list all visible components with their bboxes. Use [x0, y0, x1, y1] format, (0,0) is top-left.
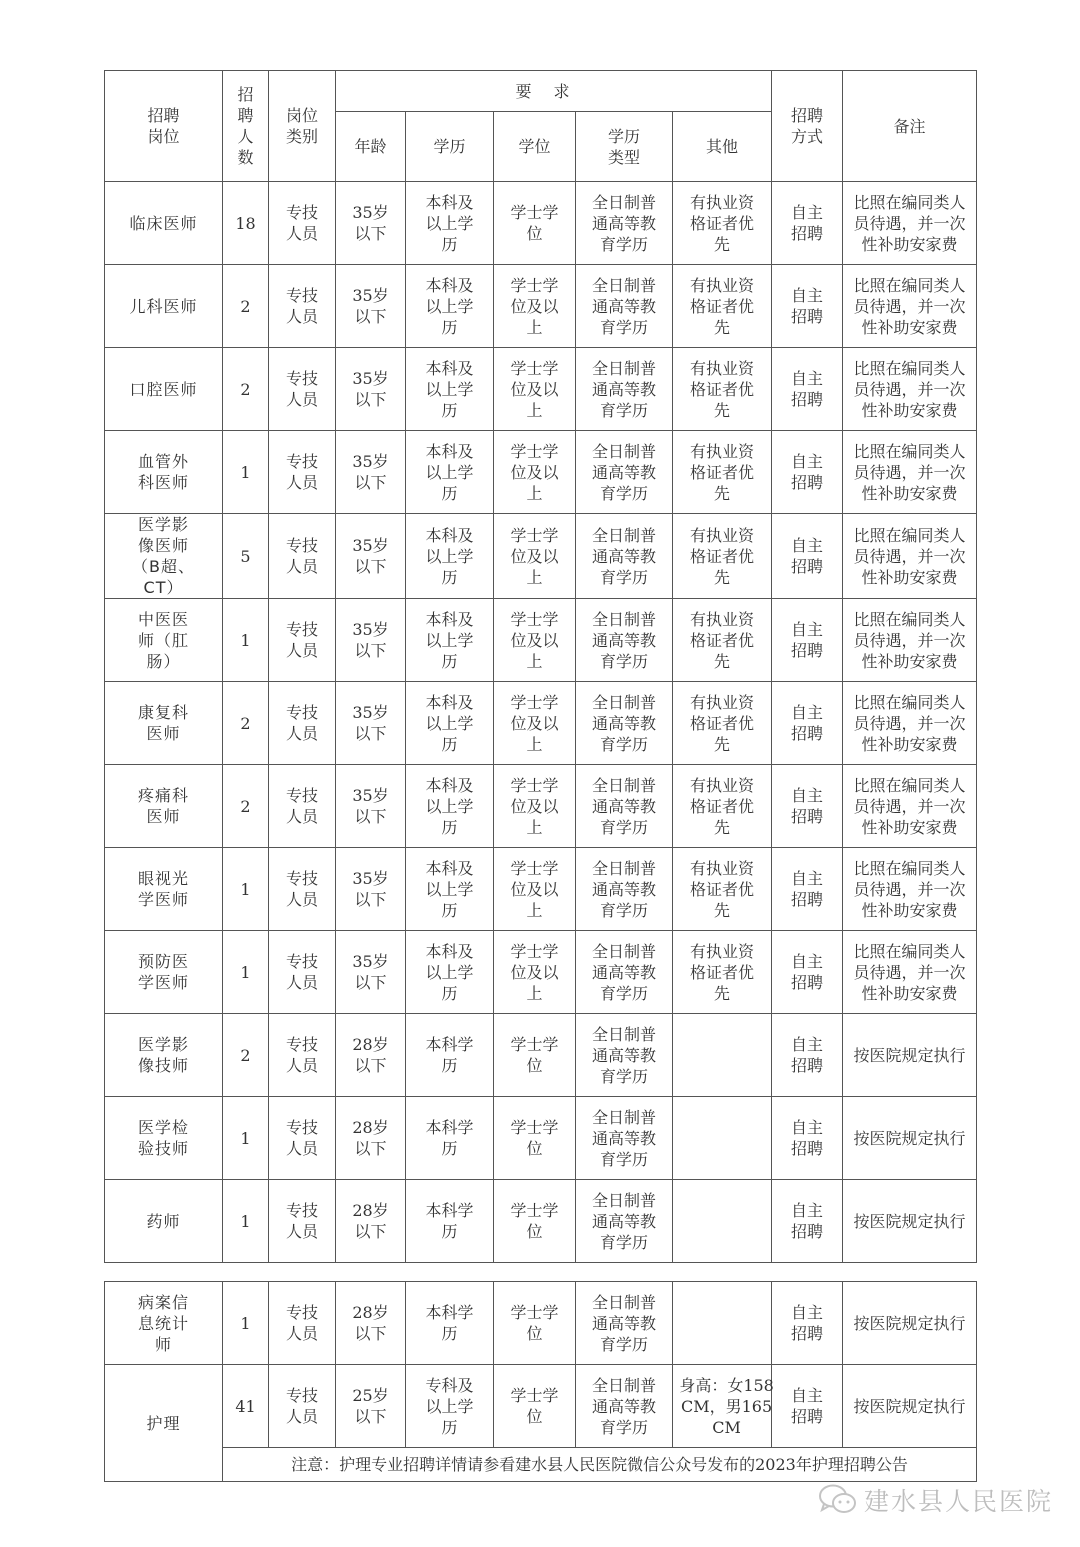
header-other: 其他 [673, 112, 772, 182]
cell-method: 自主招聘 [772, 1365, 843, 1448]
cell-category: 专技人员 [269, 599, 336, 682]
cell-edu-type: 全日制普通高等教育学历 [576, 348, 673, 431]
cell-category: 专技人员 [269, 765, 336, 848]
cell-education: 本科及以上学历 [406, 182, 494, 265]
cell-count: 1 [223, 931, 269, 1014]
cell-category: 专技人员 [269, 1014, 336, 1097]
cell-education: 本科学历 [406, 1097, 494, 1180]
cell-edu-type: 全日制普通高等教育学历 [576, 1282, 673, 1365]
cell-category: 专技人员 [269, 348, 336, 431]
cell-other: 有执业资格证者优先 [673, 599, 772, 682]
header-edu-type: 学历类型 [576, 112, 673, 182]
nursing-note: 注意：护理专业招聘详情请参看建水县人民医院微信公众号发布的2023年护理招聘公告 [223, 1448, 977, 1482]
cell-age: 35岁以下 [336, 265, 406, 348]
cell-method: 自主招聘 [772, 1180, 843, 1263]
cell-other [673, 1180, 772, 1263]
table-row [105, 348, 977, 431]
table-row [105, 1365, 977, 1448]
header-position: 招聘岗位 [105, 71, 223, 182]
cell-count: 1 [223, 1180, 269, 1263]
cell-other: 有执业资格证者优先 [673, 931, 772, 1014]
cell-method: 自主招聘 [772, 348, 843, 431]
cell-age: 35岁以下 [336, 765, 406, 848]
cell-degree: 学士学位 [494, 1282, 576, 1365]
cell-category: 专技人员 [269, 182, 336, 265]
cell-age: 35岁以下 [336, 599, 406, 682]
cell-remark: 按医院规定执行 [843, 1180, 977, 1263]
table-row [105, 682, 977, 765]
cell-count: 2 [223, 682, 269, 765]
cell-other: 有执业资格证者优先 [673, 514, 772, 599]
cell-position: 医学影像技师 [105, 1014, 223, 1097]
table-row [105, 1282, 977, 1365]
table-row [105, 765, 977, 848]
cell-education: 本科学历 [406, 1014, 494, 1097]
cell-other [673, 1282, 772, 1365]
cell-age: 35岁以下 [336, 348, 406, 431]
cell-edu-type: 全日制普通高等教育学历 [576, 765, 673, 848]
cell-count: 18 [223, 182, 269, 265]
table-row [105, 931, 977, 1014]
cell-other [673, 1014, 772, 1097]
cell-degree: 学士学位 [494, 1365, 576, 1448]
cell-remark: 按医院规定执行 [843, 1014, 977, 1097]
cell-position: 病案信息统计师 [105, 1282, 223, 1365]
cell-other: 有执业资格证者优先 [673, 182, 772, 265]
cell-edu-type: 全日制普通高等教育学历 [576, 1180, 673, 1263]
cell-degree: 学士学位及以上 [494, 599, 576, 682]
cell-other: 有执业资格证者优先 [673, 348, 772, 431]
cell-degree: 学士学位及以上 [494, 265, 576, 348]
cell-education: 本科学历 [406, 1180, 494, 1263]
cell-position: 康复科医师 [105, 682, 223, 765]
cell-method: 自主招聘 [772, 265, 843, 348]
cell-age: 28岁以下 [336, 1282, 406, 1365]
cell-position: 预防医学医师 [105, 931, 223, 1014]
cell-degree: 学士学位及以上 [494, 848, 576, 931]
cell-method: 自主招聘 [772, 765, 843, 848]
cell-edu-type: 全日制普通高等教育学历 [576, 431, 673, 514]
cell-degree: 学士学位及以上 [494, 348, 576, 431]
cell-remark: 按医院规定执行 [843, 1365, 977, 1448]
recruitment-table [104, 70, 977, 1263]
cell-remark: 比照在编同类人员待遇，并一次性补助安家费 [843, 682, 977, 765]
cell-other: 有执业资格证者优先 [673, 765, 772, 848]
cell-count: 1 [223, 848, 269, 931]
cell-count: 1 [223, 1282, 269, 1365]
cell-edu-type: 全日制普通高等教育学历 [576, 599, 673, 682]
table-row [105, 265, 977, 348]
cell-category: 专技人员 [269, 1282, 336, 1365]
cell-edu-type: 全日制普通高等教育学历 [576, 265, 673, 348]
header-remark: 备注 [843, 71, 977, 182]
cell-other: 有执业资格证者优先 [673, 431, 772, 514]
cell-position: 医学影像医师（B超、CT） [105, 514, 223, 599]
cell-age: 35岁以下 [336, 431, 406, 514]
cell-category: 专技人员 [269, 265, 336, 348]
cell-age: 25岁以下 [336, 1365, 406, 1448]
cell-method: 自主招聘 [772, 514, 843, 599]
cell-position: 中医医师（肛肠） [105, 599, 223, 682]
header-education: 学历 [406, 112, 494, 182]
cell-remark: 比照在编同类人员待遇，并一次性补助安家费 [843, 599, 977, 682]
cell-method: 自主招聘 [772, 931, 843, 1014]
cell-category: 专技人员 [269, 682, 336, 765]
cell-degree: 学士学位及以上 [494, 431, 576, 514]
cell-position: 护理 [105, 1365, 223, 1482]
watermark-text: 建水县人民医院 [864, 1487, 1054, 1516]
wechat-watermark [818, 1482, 1053, 1518]
table-row [105, 431, 977, 514]
header-degree: 学位 [494, 112, 576, 182]
cell-remark: 比照在编同类人员待遇，并一次性补助安家费 [843, 765, 977, 848]
cell-education: 本科及以上学历 [406, 931, 494, 1014]
cell-edu-type: 全日制普通高等教育学历 [576, 1097, 673, 1180]
cell-count: 41 [223, 1365, 269, 1448]
cell-category: 专技人员 [269, 1365, 336, 1448]
cell-degree: 学士学位 [494, 182, 576, 265]
cell-method: 自主招聘 [772, 1014, 843, 1097]
cell-method: 自主招聘 [772, 1282, 843, 1365]
cell-other: 身高：女158CM，男165CM [673, 1365, 772, 1448]
cell-remark: 比照在编同类人员待遇，并一次性补助安家费 [843, 514, 977, 599]
recruitment-table-continued [104, 1281, 977, 1482]
cell-method: 自主招聘 [772, 182, 843, 265]
cell-age: 28岁以下 [336, 1097, 406, 1180]
cell-method: 自主招聘 [772, 431, 843, 514]
cell-education: 本科及以上学历 [406, 599, 494, 682]
cell-education: 本科及以上学历 [406, 348, 494, 431]
cell-other: 有执业资格证者优先 [673, 682, 772, 765]
cell-category: 专技人员 [269, 931, 336, 1014]
cell-age: 28岁以下 [336, 1014, 406, 1097]
wechat-icon [818, 1483, 858, 1517]
cell-other: 有执业资格证者优先 [673, 265, 772, 348]
cell-count: 1 [223, 599, 269, 682]
header-count: 招聘人数 [223, 71, 269, 182]
table-row [105, 1097, 977, 1180]
cell-edu-type: 全日制普通高等教育学历 [576, 514, 673, 599]
cell-degree: 学士学位及以上 [494, 514, 576, 599]
cell-remark: 比照在编同类人员待遇，并一次性补助安家费 [843, 348, 977, 431]
cell-method: 自主招聘 [772, 682, 843, 765]
cell-count: 5 [223, 514, 269, 599]
cell-position: 临床医师 [105, 182, 223, 265]
cell-position: 眼视光学医师 [105, 848, 223, 931]
table-row [105, 848, 977, 931]
cell-category: 专技人员 [269, 1180, 336, 1263]
cell-edu-type: 全日制普通高等教育学历 [576, 931, 673, 1014]
cell-count: 1 [223, 431, 269, 514]
table-row [105, 599, 977, 682]
cell-age: 35岁以下 [336, 848, 406, 931]
cell-edu-type: 全日制普通高等教育学历 [576, 1014, 673, 1097]
cell-education: 本科及以上学历 [406, 431, 494, 514]
cell-position: 医学检验技师 [105, 1097, 223, 1180]
cell-education: 本科及以上学历 [406, 514, 494, 599]
cell-category: 专技人员 [269, 848, 336, 931]
cell-edu-type: 全日制普通高等教育学历 [576, 1365, 673, 1448]
cell-edu-type: 全日制普通高等教育学历 [576, 682, 673, 765]
cell-degree: 学士学位 [494, 1180, 576, 1263]
header-age: 年龄 [336, 112, 406, 182]
cell-category: 专技人员 [269, 1097, 336, 1180]
cell-education: 本科及以上学历 [406, 765, 494, 848]
cell-method: 自主招聘 [772, 1097, 843, 1180]
table-row [105, 514, 977, 599]
table-row [105, 1180, 977, 1263]
cell-remark: 比照在编同类人员待遇，并一次性补助安家费 [843, 431, 977, 514]
cell-remark: 比照在编同类人员待遇，并一次性补助安家费 [843, 182, 977, 265]
cell-education: 专科及以上学历 [406, 1365, 494, 1448]
table-row [105, 1014, 977, 1097]
cell-count: 2 [223, 1014, 269, 1097]
cell-education: 本科及以上学历 [406, 682, 494, 765]
cell-method: 自主招聘 [772, 599, 843, 682]
cell-position: 儿科医师 [105, 265, 223, 348]
cell-count: 2 [223, 765, 269, 848]
cell-age: 35岁以下 [336, 682, 406, 765]
cell-remark: 按医院规定执行 [843, 1282, 977, 1365]
cell-age: 35岁以下 [336, 514, 406, 599]
cell-remark: 按医院规定执行 [843, 1097, 977, 1180]
cell-degree: 学士学位 [494, 1097, 576, 1180]
cell-count: 1 [223, 1097, 269, 1180]
cell-education: 本科及以上学历 [406, 848, 494, 931]
cell-degree: 学士学位及以上 [494, 931, 576, 1014]
cell-degree: 学士学位 [494, 1014, 576, 1097]
cell-remark: 比照在编同类人员待遇，并一次性补助安家费 [843, 848, 977, 931]
cell-remark: 比照在编同类人员待遇，并一次性补助安家费 [843, 265, 977, 348]
table-row [105, 182, 977, 265]
cell-other [673, 1097, 772, 1180]
cell-category: 专技人员 [269, 514, 336, 599]
cell-education: 本科及以上学历 [406, 265, 494, 348]
cell-edu-type: 全日制普通高等教育学历 [576, 182, 673, 265]
note-row [105, 1448, 977, 1482]
cell-position: 口腔医师 [105, 348, 223, 431]
cell-count: 2 [223, 348, 269, 431]
cell-other: 有执业资格证者优先 [673, 848, 772, 931]
cell-edu-type: 全日制普通高等教育学历 [576, 848, 673, 931]
cell-remark: 比照在编同类人员待遇，并一次性补助安家费 [843, 931, 977, 1014]
header-requirements: 要求 [336, 71, 772, 112]
cell-degree: 学士学位及以上 [494, 765, 576, 848]
cell-degree: 学士学位及以上 [494, 682, 576, 765]
cell-age: 35岁以下 [336, 931, 406, 1014]
cell-age: 28岁以下 [336, 1180, 406, 1263]
cell-age: 35岁以下 [336, 182, 406, 265]
cell-category: 专技人员 [269, 431, 336, 514]
header-category: 岗位类别 [269, 71, 336, 182]
cell-position: 疼痛科医师 [105, 765, 223, 848]
cell-method: 自主招聘 [772, 848, 843, 931]
cell-education: 本科学历 [406, 1282, 494, 1365]
cell-count: 2 [223, 265, 269, 348]
cell-position: 药师 [105, 1180, 223, 1263]
header-method: 招聘方式 [772, 71, 843, 182]
cell-position: 血管外科医师 [105, 431, 223, 514]
